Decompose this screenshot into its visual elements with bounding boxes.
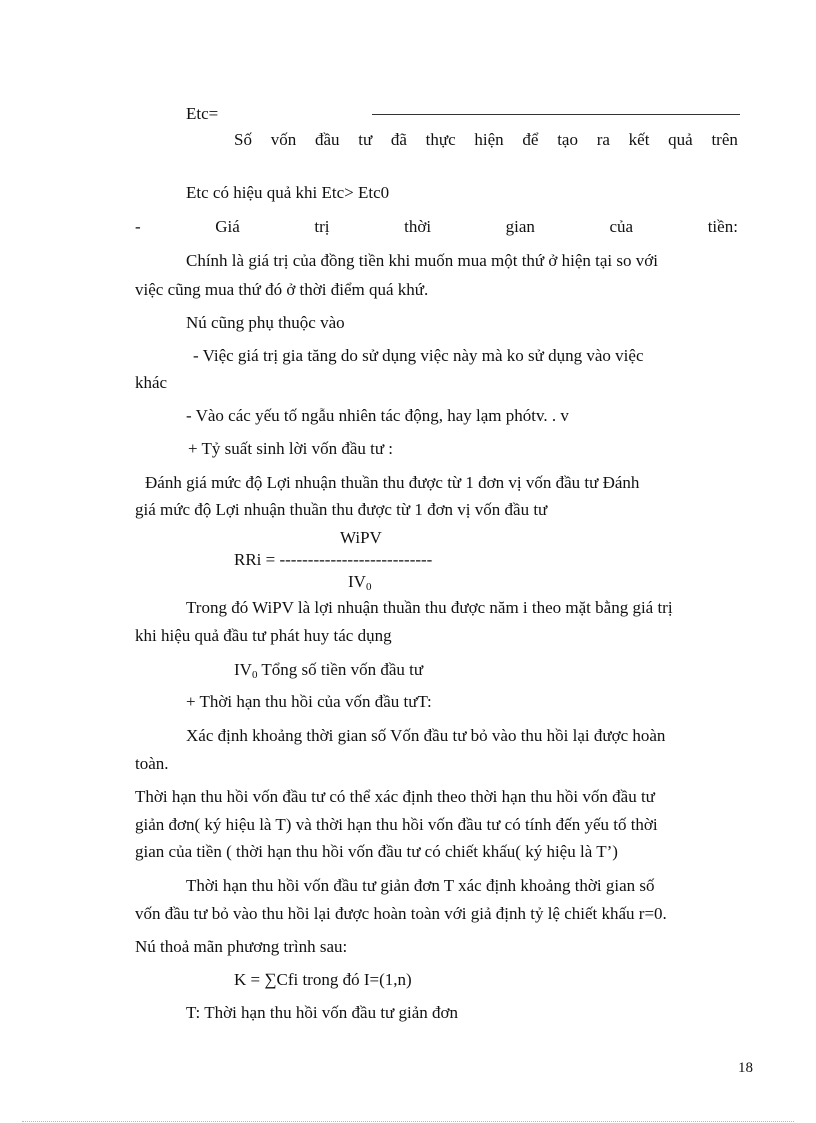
word: kết [628, 130, 650, 149]
section-heading: + Thời hạn thu hồi của vốn đầu tưT: [186, 692, 432, 711]
formula-lhs: RRi = --------------------------- [234, 550, 433, 569]
word: trị [314, 217, 330, 236]
word: của [609, 217, 634, 236]
etc-condition: Etc có hiệu quả khi Etc> Etc0 [186, 183, 390, 202]
paragraph-line: khi hiệu quả đầu tư phát huy tác dụng [135, 626, 392, 645]
iv-definition: $IV_0$ Tổng số tiền vốn đầu tư [234, 660, 424, 681]
formula: K = ∑Cfi trong đó I=(1,n) [234, 970, 412, 989]
paragraph-line: Chính là giá trị của đồng tiền khi muốn mua một thứ ở hiện tại so với [186, 251, 658, 270]
word: Số [234, 130, 252, 149]
word: hiện [474, 130, 504, 149]
paragraph-line: Đánh giá mức độ Lợi nhuận thuần thu được từ 1 đơn vị vốn đầu tư Đánh [145, 473, 640, 492]
etc-denominator [234, 130, 738, 150]
page-bottom-divider [22, 1121, 794, 1122]
paragraph-line: Nú cũng phụ thuộc vào [186, 313, 345, 332]
bullet-line: - Vào các yếu tố ngẫu nhiên tác động, hay lạm phótv. . v [186, 406, 569, 425]
word: trên [711, 130, 738, 149]
paragraph-line: Thời hạn thu hồi vốn đầu tư giản đơn T xác định khoảng thời gian số [186, 876, 655, 895]
time-value-heading [135, 217, 738, 237]
word: tiền: [707, 217, 738, 236]
page-number: 18 [738, 1060, 753, 1076]
word: để [522, 130, 539, 149]
paragraph-line: Xác định khoảng thời gian số Vốn đầu tư bỏ vào thu hồi lại được hoàn [186, 726, 666, 745]
word: gian [505, 217, 535, 236]
paragraph-line: gian của tiền ( thời hạn thu hồi vốn đầu tư có chiết khấu( ký hiệu là T’) [135, 842, 618, 861]
word: Giá [215, 217, 240, 236]
bullet-line: - Việc giá trị gia tăng do sử dụng việc này mà ko sử dụng vào việc [193, 346, 644, 365]
paragraph-line: giản đơn( ký hiệu là T) và thời hạn thu hồi vốn đầu tư có tính đến yếu tố thời [135, 815, 658, 834]
word: thực [425, 130, 456, 149]
section-heading: + Tỷ suất sinh lời vốn đầu tư : [188, 439, 394, 458]
paragraph-line: việc cũng mua thứ đó ở thời điểm quá khứ. [135, 280, 429, 299]
formula-numerator: WiPV [340, 528, 382, 547]
etc-label: Etc= [186, 104, 219, 123]
fraction-rule [372, 114, 740, 115]
word: đã [390, 130, 407, 149]
word: ra [596, 130, 610, 149]
word: đầu [314, 130, 340, 149]
paragraph-line: T: Thời hạn thu hồi vốn đầu tư giản đơn [186, 1003, 459, 1022]
word: thời [404, 217, 432, 236]
word: tư [358, 130, 373, 149]
word: tạo [557, 130, 578, 149]
bullet-line: khác [135, 373, 168, 392]
word: vốn [270, 130, 297, 149]
paragraph-line: vốn đầu tư bỏ vào thu hồi lại được hoàn toàn với giả định tỷ lệ chiết khấu r=0. [135, 904, 667, 923]
paragraph-line: Trong đó WiPV là lợi nhuận thuần thu được năm i theo mặt bằng giá trị [186, 598, 673, 617]
paragraph-line: toàn. [135, 754, 169, 773]
paragraph-line: Thời hạn thu hồi vốn đầu tư có thể xác định theo thời hạn thu hồi vốn đầu tư [135, 787, 655, 806]
word: - [135, 217, 141, 236]
paragraph-line: Nú thoả mãn phương trình sau: [135, 937, 348, 956]
paragraph-line: giá mức độ Lợi nhuận thuần thu được từ 1 đơn vị vốn đầu tư [135, 500, 548, 519]
formula-denominator: $IV_0$ [348, 572, 372, 593]
word: quả [668, 130, 693, 149]
